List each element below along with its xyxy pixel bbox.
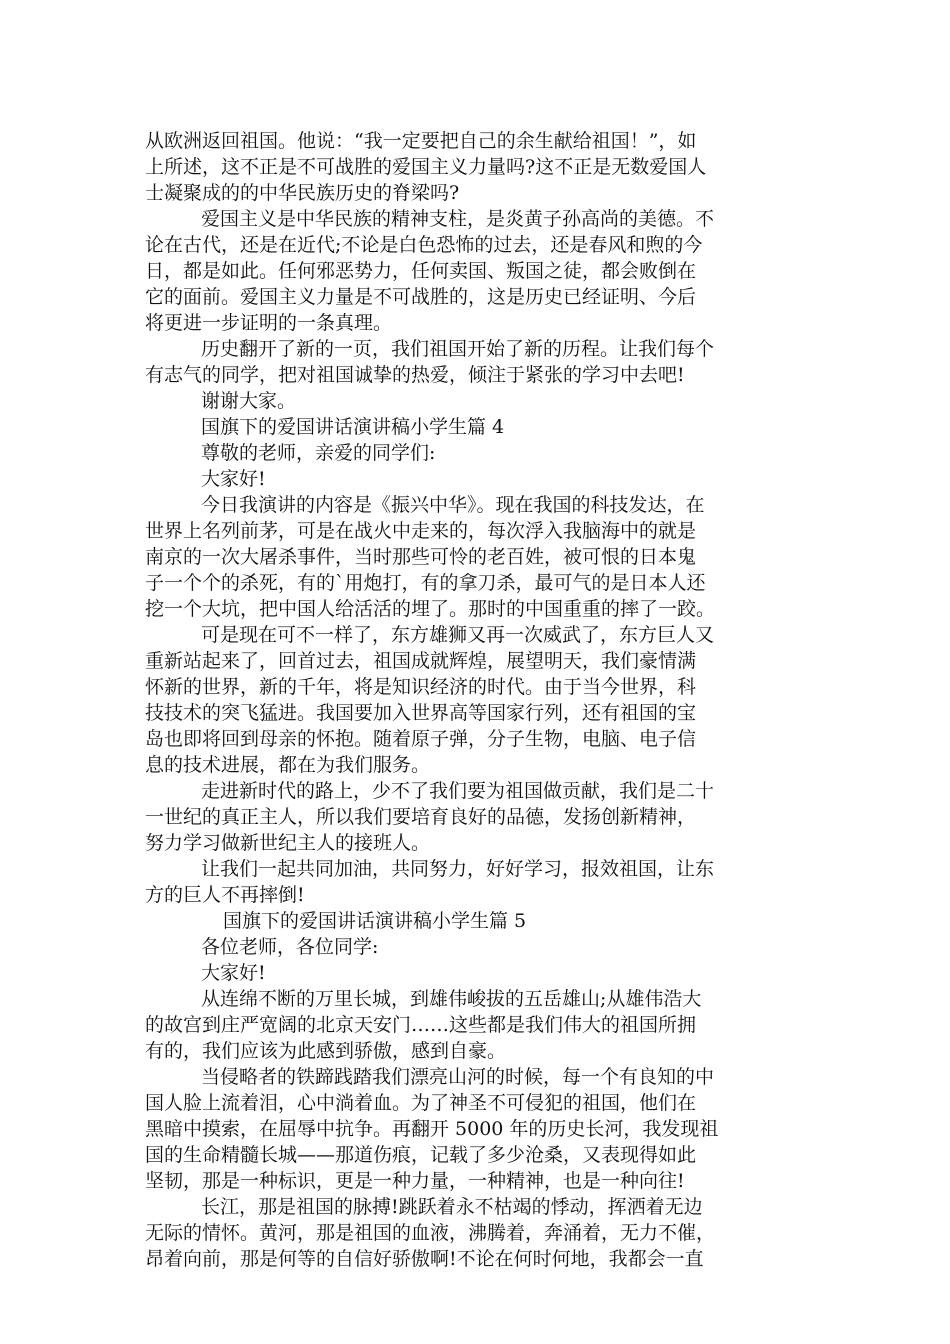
text-line: 一世纪的真正主人，所以我们要培育良好的品德，发扬创新精神，: [145, 806, 697, 828]
text-line: 爱国主义是中华民族的精神支柱，是炎黄子孙高尚的美德。不: [201, 208, 715, 230]
text-line: 日，都是如此。任何邪恶势力，任何卖国、叛国之徒，都会败倒在: [145, 260, 697, 282]
text-line: 让我们一起共同加油，共同努力，好好学习，报效祖国，让东: [201, 858, 715, 880]
text-line: 有的，我们应该为此感到骄傲，感到自豪。: [145, 1040, 507, 1062]
text-line: 今日我演讲的内容是《振兴中华》。现在我国的科技发达，在: [201, 494, 705, 516]
text-line: 长江，那是祖国的脉搏!跳跃着永不枯竭的悸动，挥洒着无边: [201, 1196, 703, 1218]
text-line: 国旗下的爱国讲话演讲稿小学生篇 5: [223, 910, 527, 932]
text-line: 国人脸上流着泪，心中淌着血。为了神圣不可侵犯的祖国，他们在: [145, 1092, 697, 1114]
text-line: 世界上名列前茅，可是在战火中走来的，每次浮入我脑海中的就是: [145, 520, 697, 542]
text-line: 当侵略者的铁蹄践踏我们漂亮山河的时候，每一个有良知的中: [201, 1066, 715, 1088]
text-line: 走进新时代的路上，少不了我们要为祖国做贡献，我们是二十: [201, 780, 715, 802]
text-line: 努力学习做新世纪主人的接班人。: [145, 832, 431, 854]
text-line: 国的生命精髓长城——那道伤痕，记载了多少沧桑，又表现得如此: [145, 1144, 697, 1166]
document-body: [145, 128, 820, 1272]
text-line: 尊敬的老师，亲爱的同学们:: [201, 442, 436, 464]
text-line: 昂着向前，那是何等的自信好骄傲啊!不论在何时何地，我都会一直: [145, 1248, 704, 1270]
text-line: 岛也即将回到母亲的怀抱。随着原子弹，分子生物，电脑、电子信: [145, 728, 697, 750]
text-line: 士凝聚成的的中华民族历史的脊梁吗?: [145, 182, 460, 204]
text-line: 技技术的突飞猛进。我国要加入世界高等国家行列，还有祖国的宝: [145, 702, 697, 724]
text-line: 怀新的世界，新的千年，将是知识经济的时代。由于当今世界，科: [145, 676, 697, 698]
text-line: 各位老师，各位同学:: [201, 936, 379, 958]
text-line: 历史翻开了新的一页，我们祖国开始了新的历程。让我们每个: [201, 338, 715, 360]
text-line: 挖一个大坑，把中国人给活活的埋了。那时的中国重重的摔了一跤。: [145, 598, 716, 620]
text-line: 黑暗中摸索，在屈辱中抗争。再翻开 5000 年的历史长河，我发现祖: [145, 1118, 719, 1140]
text-line: 有志气的同学，把对祖国诚挚的热爱，倾注于紧张的学习中去吧!: [145, 364, 685, 386]
text-line: 谢谢大家。: [201, 390, 297, 412]
text-line: 上所述，这不正是不可战胜的爱国主义力量吗?这不正是无数爱国人: [145, 156, 707, 178]
text-line: 方的巨人不再摔倒!: [145, 884, 305, 906]
text-line: 大家好!: [201, 468, 266, 490]
text-line: 子一个个的杀死，有的`用炮打，有的拿刀杀，最可气的是日本人还: [145, 572, 706, 594]
text-line: 坚韧，那是一种标识，更是一种力量，一种精神，也是一种向往!: [145, 1170, 685, 1192]
text-line: 从连绵不断的万里长城，到雄伟峻拔的五岳雄山;从雄伟浩大: [201, 988, 702, 1010]
text-line: 的故宫到庄严宽阔的北京天安门……这些都是我们伟大的祖国所拥: [145, 1014, 697, 1036]
text-line: 无际的情怀。黄河，那是祖国的血液，沸腾着，奔涌着，无力不催，: [145, 1222, 716, 1244]
text-line: 可是现在可不一样了，东方雄狮又再一次威武了，东方巨人又: [201, 624, 715, 646]
text-line: 论在古代，还是在近代;不论是白色恐怖的过去，还是春风和煦的今: [145, 234, 703, 256]
text-line: 它的面前。爱国主义力量是不可战胜的，这是历史已经证明、今后: [145, 286, 697, 308]
text-line: 国旗下的爱国讲话演讲稿小学生篇 4: [201, 416, 505, 438]
text-line: 大家好!: [201, 962, 266, 984]
text-line: 重新站起来了，回首过去，祖国成就辉煌，展望明天，我们豪情满: [145, 650, 697, 672]
text-line: 将更进一步证明的一条真理。: [145, 312, 393, 334]
text-line: 从欧洲返回祖国。他说：“我一定要把自己的余生献给祖国！”，如: [145, 130, 697, 152]
text-line: 息的技术进展，都在为我们服务。: [145, 754, 431, 776]
text-line: 南京的一次大屠杀事件，当时那些可怜的老百姓，被可恨的日本鬼: [145, 546, 697, 568]
